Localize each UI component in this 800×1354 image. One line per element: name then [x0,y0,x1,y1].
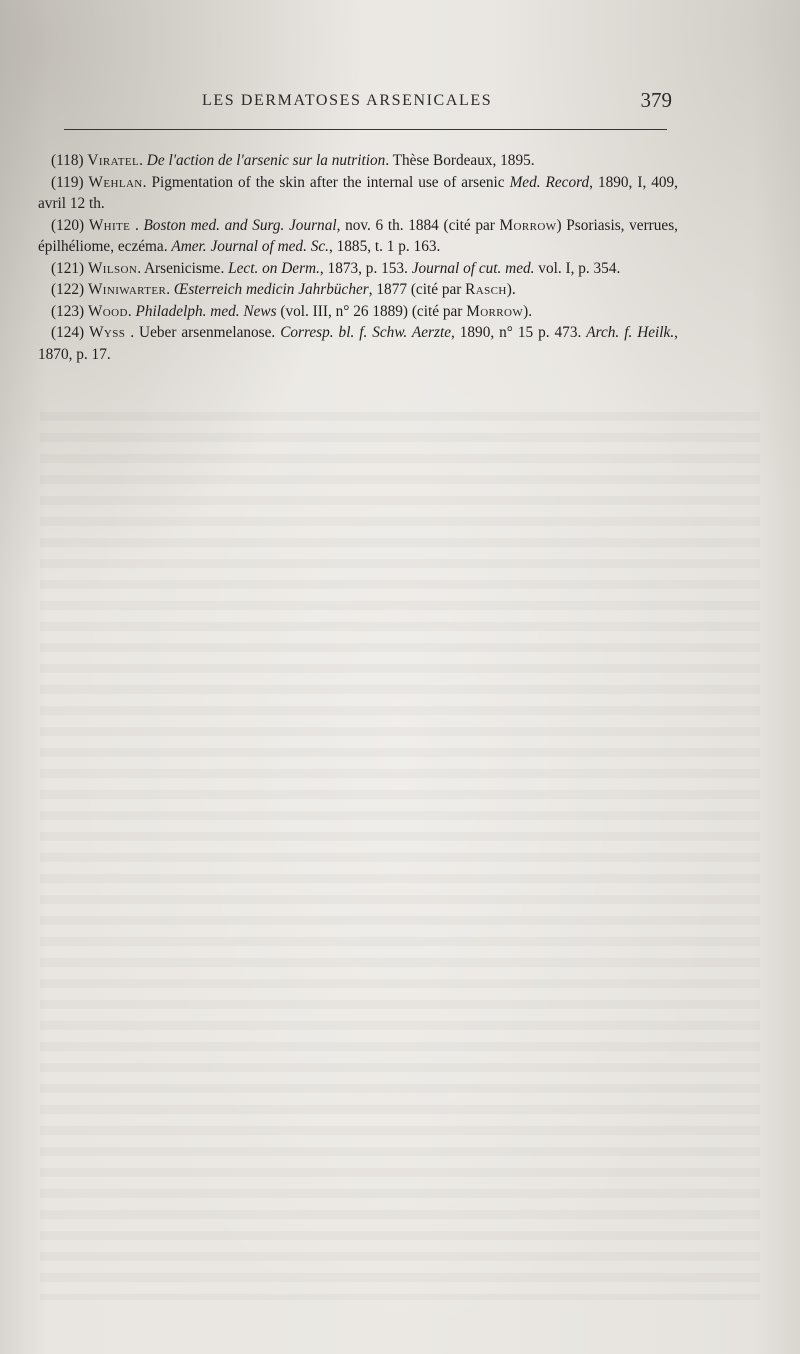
reference-text: , 1873, p. 153. [319,259,412,277]
reference-entry [38,301,678,323]
reference-source-title: Philadelph. med. News [135,302,277,320]
running-title: LES DERMATOSES ARSENICALES [202,92,493,109]
reference-text: ) Psoriasis, verrues, épilhéliome, eczéma. [38,216,678,255]
reference-entry [38,215,678,258]
reference-text: (vol. III, n° 26 1889) (cité par [276,302,467,320]
reference-text: . [166,281,174,298]
page-header [60,88,672,118]
reference-text: . Arsenicisme. [137,259,229,277]
reference-entry [38,258,678,280]
reference-entry [38,172,678,215]
reference-text: , 1877 (cité par [368,281,466,298]
reference-text: . [127,302,136,320]
reference-author: Wyss [89,324,126,341]
reference-author: Wehlan [88,173,143,191]
reference-number: (124) [51,324,90,341]
header-rule [64,129,667,130]
reference-text: . [139,152,147,169]
reference-number: (120) [51,216,89,234]
reference-source-title: De l'action de l'arsenic sur la nutrition [146,152,386,169]
reference-entry [38,150,678,172]
reference-text: , 1890, I, 409, avril 12 th. [38,173,679,212]
reference-source-title: Arch. f. Heilk. [586,324,675,341]
reference-text: , 1890, n° 15 p. 473. [450,324,587,341]
reference-text: ). [523,302,533,320]
reference-text: . [130,216,144,234]
reference-author: Rasch [465,281,507,298]
reference-author: Morrow [499,216,557,234]
reference-text: . Pigmentation of the skin after the internal use of arsenic [142,173,510,191]
reference-source-title: Boston med. and Surg. Journal [143,216,337,234]
reference-number: (119) [51,173,89,191]
reference-text: . Ueber arsenmelanose. [125,324,281,341]
reference-entry [38,322,678,365]
reference-author: Wilson [87,259,138,277]
reference-author: Morrow [466,302,524,320]
reference-author: Viratel [87,152,140,169]
show-through-texture [40,400,760,1300]
reference-text: , 1870, p. 17. [38,324,678,363]
reference-number: (121) [51,259,88,277]
reference-text: , nov. 6 th. 1884 (cité par [336,216,500,234]
reference-text: ). [506,281,516,298]
reference-source-title: Med. Record [509,173,590,191]
reference-source-title: Lect. on Derm. [228,259,320,277]
reference-author: Wood [87,302,128,320]
page-number: 379 [640,88,672,112]
bibliography-list [38,150,678,365]
reference-text: . Thèse Bordeaux, 1895. [385,152,535,169]
reference-number: (118) [51,152,88,169]
reference-source-title: Journal of cut. med. [411,259,535,277]
reference-number: (123) [51,302,88,320]
reference-entry [38,279,678,301]
reference-source-title: Corresp. bl. f. Schw. Aerzte [280,324,451,341]
reference-source-title: Amer. Journal of med. Sc. [171,238,329,255]
reference-number: (122) [51,281,88,298]
reference-author: Winiwarter [87,281,167,298]
reference-text: vol. I, p. 354. [534,259,621,277]
reference-source-title: Œsterreich medicin Jahrbücher [173,281,369,298]
reference-author: White [88,216,131,234]
reference-text: , 1885, t. 1 p. 163. [328,238,441,255]
